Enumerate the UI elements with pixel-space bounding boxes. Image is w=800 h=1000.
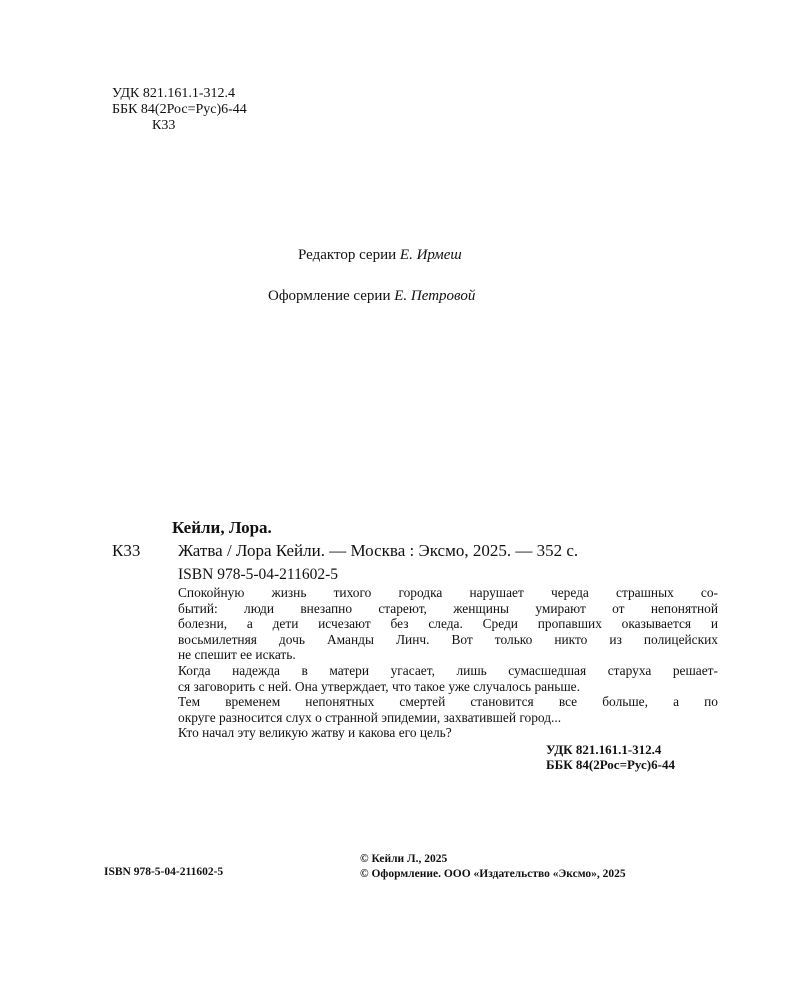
top-udk: УДК 821.161.1-312.4	[112, 86, 236, 101]
annotation-line: Тем временем непонятных смертей становится все больше, а по	[178, 694, 718, 710]
series-editor-credit	[298, 247, 462, 264]
annotation-line: бытий: люди внезапно стареют, женщины умирают от непонятной	[178, 600, 718, 616]
series-design-credit	[268, 288, 475, 305]
catalog-author-mark: К33	[112, 541, 141, 560]
annotation-line: Спокойную жизнь тихого городка нарушает череда страшных со-	[178, 585, 718, 600]
annotation-bbk: ББК 84(2Рос=Рус)6-44	[546, 757, 675, 772]
annotation-line: не спешит ее искать.	[178, 647, 296, 663]
annotation-line: Когда надежда в матери угасает, лишь сумасшедшая старуха решает-	[178, 662, 718, 678]
annotation-udk: УДК 821.161.1-312.4	[546, 742, 662, 757]
annotation-line: ся заговорить с ней. Она утверждает, что такое уже случалось раньше.	[178, 678, 580, 694]
series-editor-name: Е. Ирмеш	[399, 247, 462, 263]
footer-isbn: ISBN 978-5-04-211602-5	[104, 866, 224, 878]
title-entry: Жатва / Лора Кейли. — Москва : Эксмо, 2025. — 352 с.	[178, 541, 579, 560]
annotation-line: Кто начал эту великую жатву и какова его цель?	[178, 725, 452, 741]
series-design-name: Е. Петровой	[394, 288, 476, 304]
series-editor-label: Редактор серии	[298, 247, 397, 263]
annotation	[178, 585, 718, 741]
annotation-line: болезни, а дети исчезают без следа. Среди пропавших оказывается и	[178, 616, 718, 632]
series-design-label: Оформление серии	[268, 288, 391, 304]
copyright-design: © Оформление. ООО «Издательство «Эксмо», 2025	[360, 868, 626, 880]
author-heading: Кейли, Лора.	[172, 518, 272, 537]
annotation-line: округе разносится слух о странной эпидемии, захватившей город...	[178, 709, 562, 725]
copyright-author: © Кейли Л., 2025	[360, 853, 448, 865]
top-author-mark: К33	[152, 118, 176, 133]
top-bbk: ББК 84(2Рос=Рус)6-44	[112, 102, 247, 117]
annotation-line: восьмилетняя дочь Аманды Линч. Вот только никто из полицейских	[178, 631, 718, 647]
catalog-isbn: ISBN 978-5-04-211602-5	[178, 566, 339, 583]
